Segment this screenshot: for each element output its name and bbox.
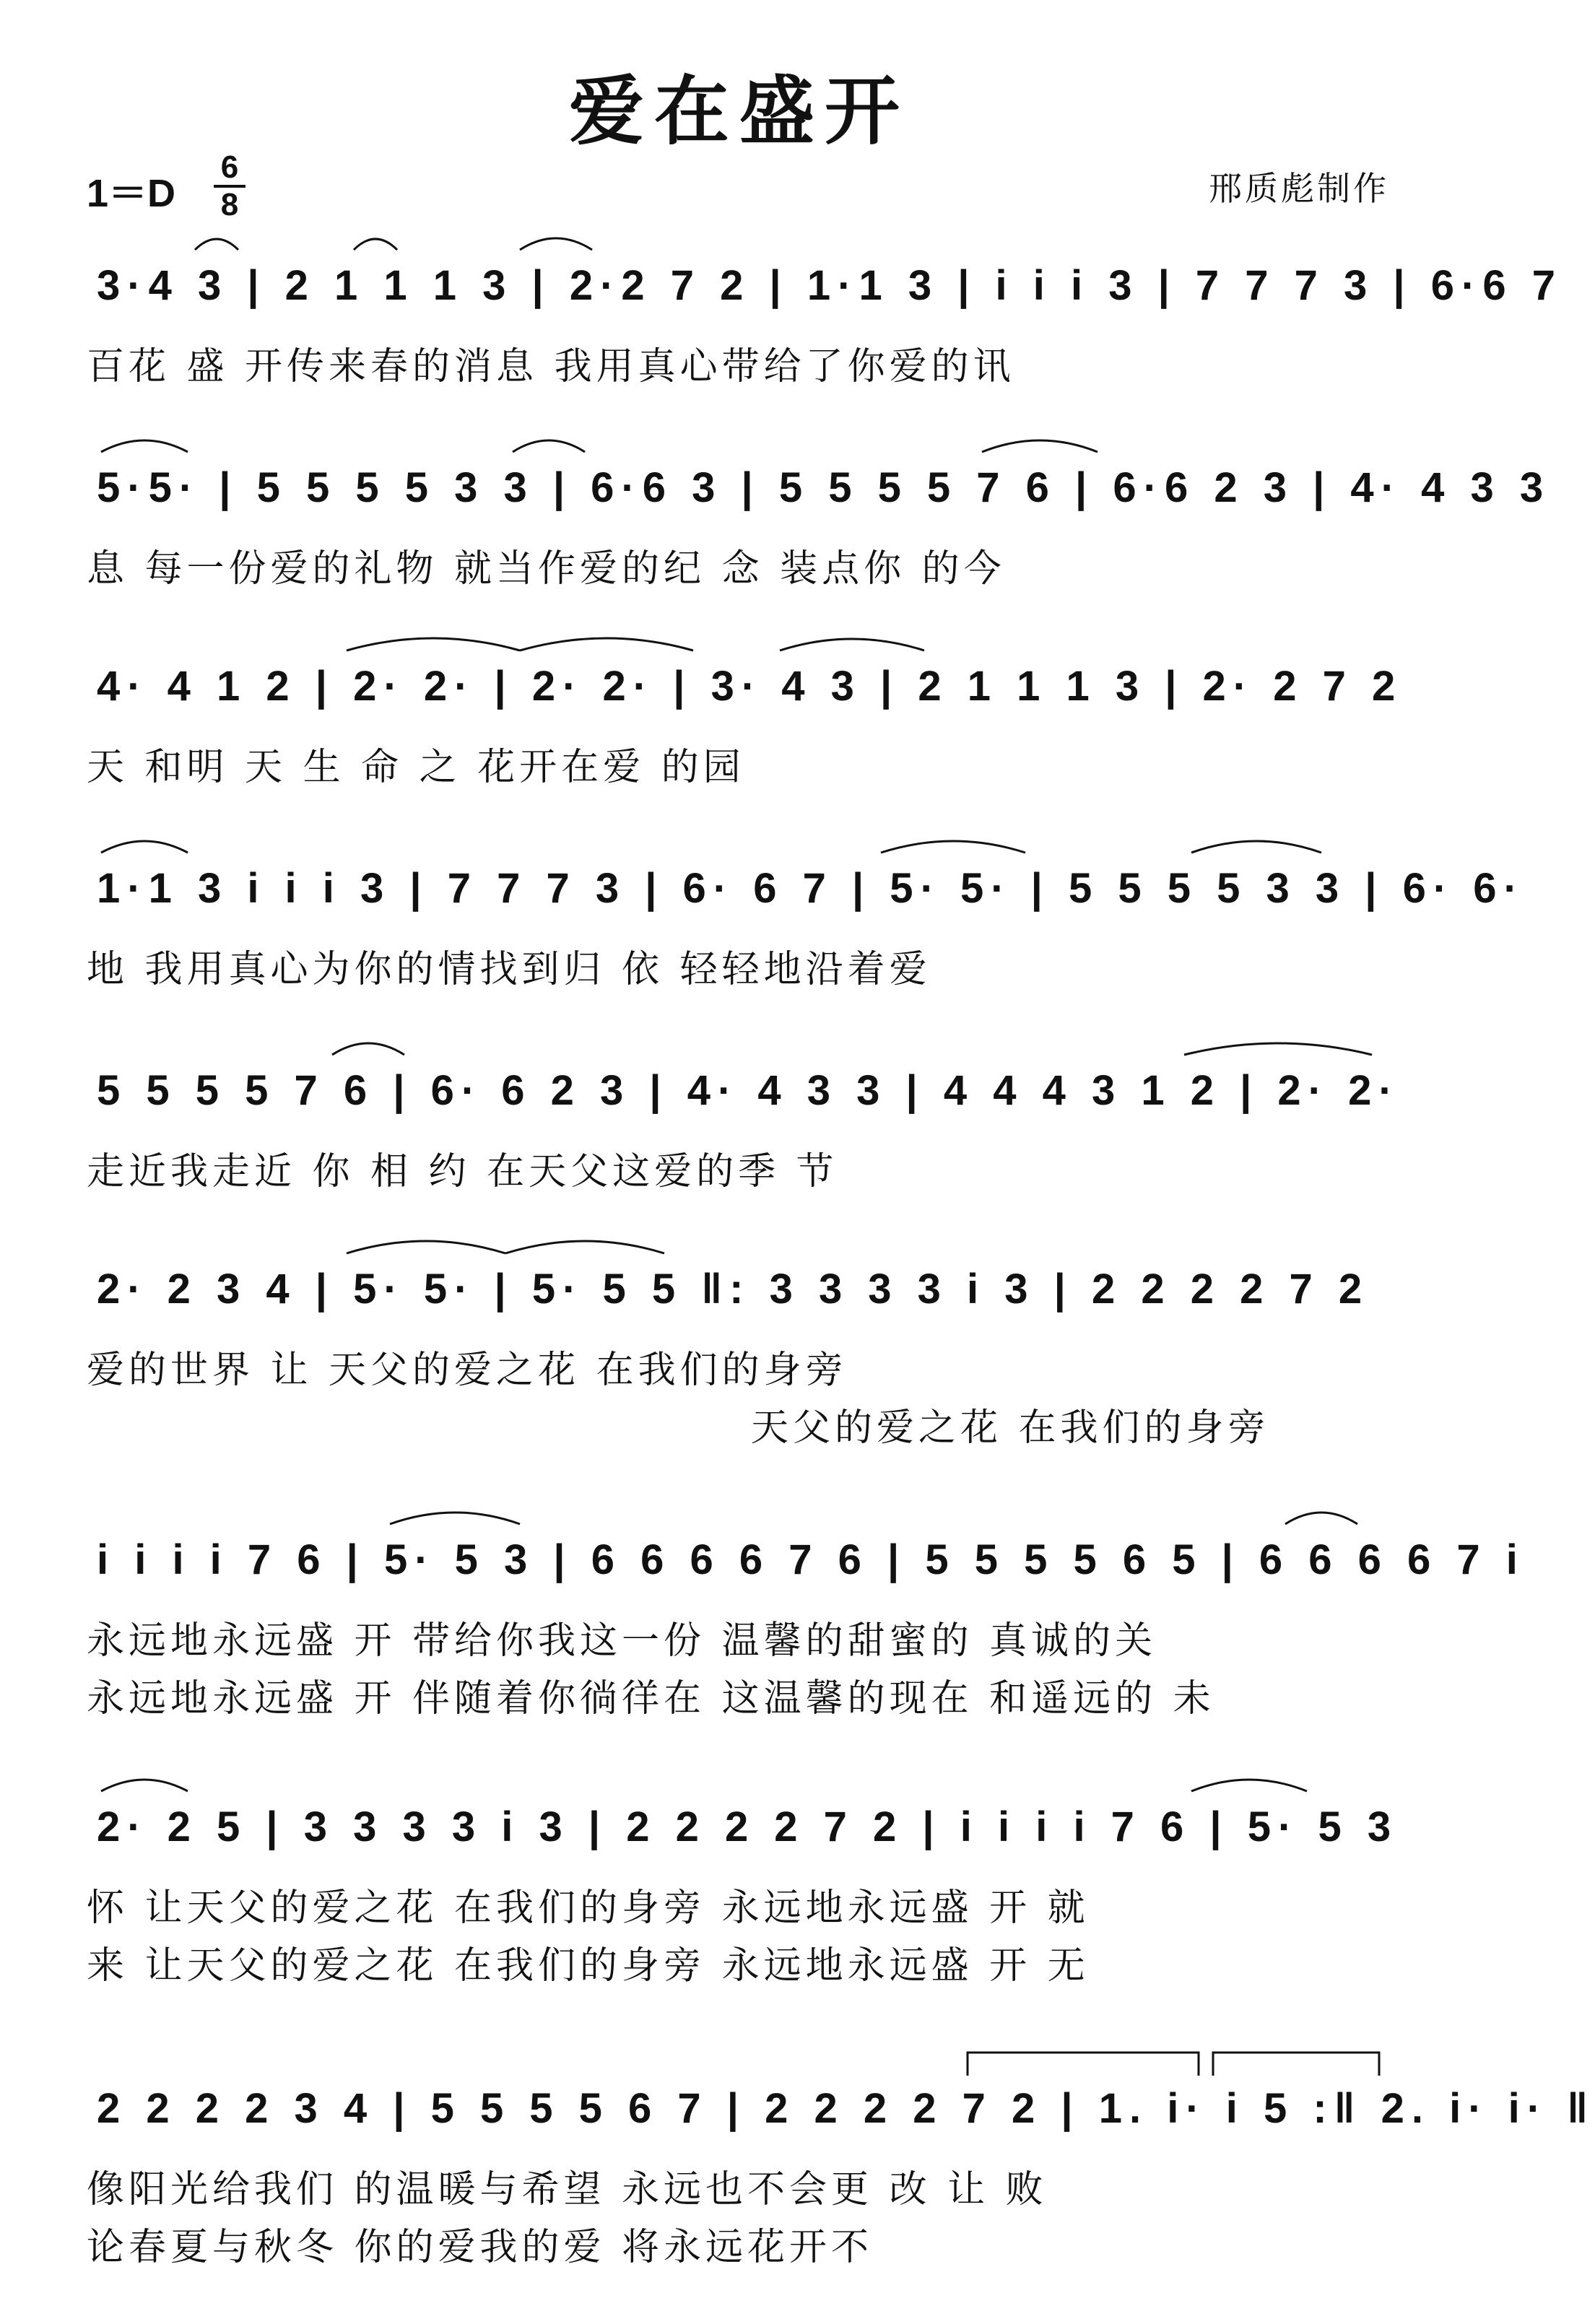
slur-marks <box>87 1498 1394 1527</box>
lyric-line-1: 息 每一份爱的礼物 就当作爱的纪 念 装点你 的今 <box>87 547 1006 591</box>
jianpu-notes: 2· 2 3 4 | 5· 5· | 5· 5 5 ‖: 3 3 3 3 i 3 | 2 2 2 2 7 2 <box>97 1265 1370 1313</box>
lyric-line-1: 像阳光给我们 的温暖与希望 永远也不会更 改 让 败 <box>87 2168 1048 2211</box>
slur-marks <box>87 426 1394 455</box>
notation-row <box>87 1256 1394 1321</box>
time-signature <box>214 149 245 222</box>
notation-row <box>87 455 1551 520</box>
jianpu-notes: 4· 4 1 2 | 2· 2· | 2· 2· | 3· 4 3 | 2 1 1 1 3 | 2· 2 7 2 <box>97 662 1403 710</box>
lyric-line-1: 走近我走近 你 相 约 在天父这爱的季 节 <box>87 1150 838 1193</box>
notation-row <box>87 856 1525 921</box>
lyric-line-2: 天父的爱之花 在我们的身旁 <box>751 1406 1270 1450</box>
slur-marks <box>87 1227 1394 1256</box>
song-title: 爱在盛开 <box>568 67 910 155</box>
lyric-line-2: 论春夏与秋冬 你的爱我的爱 将永远花开不 <box>87 2226 874 2269</box>
lyric-line-2: 来 让天父的爱之花 在我们的身旁 永远地永远盛 开 无 <box>87 1944 1090 1988</box>
key-signature: 1＝D <box>87 172 176 215</box>
meter-top: 6 <box>220 149 239 185</box>
lyric-line-1: 爱的世界 让 天父的爱之花 在我们的身旁 <box>87 1349 848 1392</box>
slur-marks <box>87 1029 1394 1058</box>
lyric-line-2: 永远地永远盛 开 伴随着你徜徉在 这温馨的现在 和遥远的 未 <box>87 1677 1215 1720</box>
meter-bottom: 8 <box>220 187 239 222</box>
notation-row <box>87 1058 1400 1123</box>
jianpu-notes: 5 5 5 5 7 6 | 6· 6 2 3 | 4· 4 3 3 | 4 4 4 3 1 2 | 2· 2· <box>97 1066 1400 1114</box>
notation-row <box>87 1794 1399 1859</box>
arranger-credit: 邢质彪制作 <box>1209 169 1389 208</box>
jianpu-notes: 2· 2 5 | 3 3 3 3 i 3 | 2 2 2 2 7 2 | i i i i 7 6 | 5· 5 3 <box>97 1803 1399 1850</box>
lyric-line-1: 百花 盛 开传来春的消息 我用真心带给了你爱的讯 <box>87 345 1015 388</box>
notation-row <box>87 2076 1595 2141</box>
slur-marks <box>87 624 1394 653</box>
notation-row <box>87 653 1403 718</box>
volta-brackets <box>87 2047 1394 2076</box>
slur-marks <box>87 1765 1394 1794</box>
jianpu-notes: i i i i 7 6 | 5· 5 3 | 6 6 6 6 7 6 | 5 5 5 5 6 5 | 6 6 6 6 7 i <box>97 1536 1525 1583</box>
slur-marks <box>87 827 1394 856</box>
lyric-line-1: 天 和明 天 生 命 之 花开在爱 的园 <box>87 746 745 789</box>
jianpu-notes: 3·4 3 | 2 1 1 1 3 | 2·2 7 2 | 1·1 3 | i i i 3 | 7 7 7 3 | 6·6 7 <box>97 261 1563 309</box>
jianpu-notes: 5·5· | 5 5 5 5 3 3 | 6·6 3 | 5 5 5 5 7 6 | 6·6 2 3 | 4· 4 3 3 <box>97 464 1551 511</box>
jianpu-notes: 1·1 3 i i i 3 | 7 7 7 3 | 6· 6 7 | 5· 5· | 5 5 5 5 3 3 | 6· 6· <box>97 864 1525 912</box>
jianpu-notes: 2 2 2 2 3 4 | 5 5 5 5 6 7 | 2 2 2 2 7 2 | 1. i· i 5 :‖ 2. i· i· ‖ <box>97 2084 1595 2132</box>
lyric-line-1: 怀 让天父的爱之花 在我们的身旁 永远地永远盛 开 就 <box>87 1886 1090 1930</box>
notation-row <box>87 253 1563 318</box>
notation-row <box>87 1527 1525 1592</box>
lyric-line-1: 永远地永远盛 开 带给你我这一份 温馨的甜蜜的 真诚的关 <box>87 1619 1157 1663</box>
slur-marks <box>87 224 1394 253</box>
lyric-line-1: 地 我用真心为你的情找到归 依 轻轻地沿着爱 <box>87 948 931 991</box>
